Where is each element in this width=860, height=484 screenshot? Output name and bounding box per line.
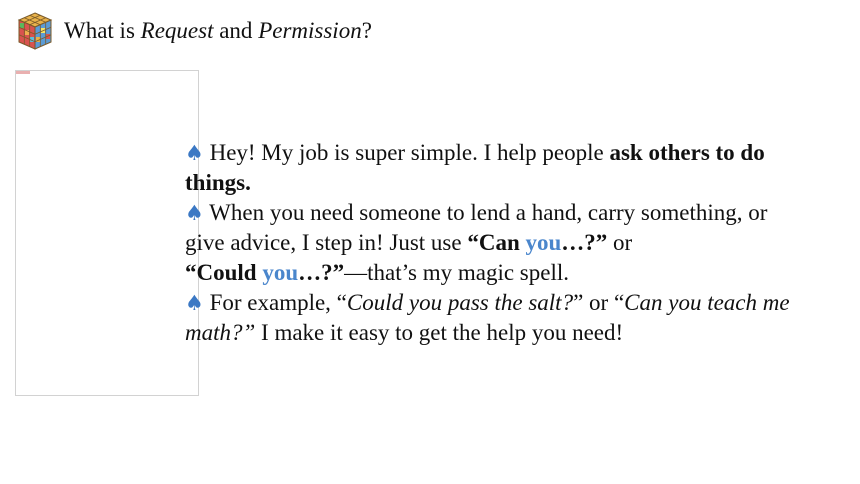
- paragraph-1: [185, 138, 805, 198]
- image-placeholder: [15, 70, 199, 396]
- phrase-could-you-close: …?”: [298, 260, 345, 285]
- phrase-can-you-you: you: [525, 230, 562, 255]
- title-prefix: What is: [64, 18, 141, 43]
- phrase-can-you-open: “Can: [467, 230, 526, 255]
- phrase-could-you: [185, 260, 344, 285]
- title-suffix: ?: [361, 18, 372, 43]
- phrase-can-you: [467, 230, 607, 255]
- title-row: [14, 8, 372, 54]
- title-word-permission: Permission: [258, 18, 362, 43]
- title-word-request: Request: [140, 18, 214, 43]
- body-text: [185, 138, 805, 348]
- image-placeholder-corner: [16, 71, 30, 74]
- page-title: [64, 8, 372, 54]
- paragraph-1-text: Hey! My job is super simple. I help people: [203, 140, 610, 165]
- spade-icon: ♠: [185, 201, 204, 225]
- example-teach-me-math: Can you teach me math?”: [185, 290, 790, 345]
- example-pass-the-salt: Could you pass the salt?: [346, 290, 574, 315]
- spade-icon: ♠: [185, 141, 204, 165]
- rubiks-cube-icon: [14, 10, 56, 52]
- paragraph-1-bold: ask others to do things.: [185, 140, 765, 195]
- phrase-could-you-open: “Could: [185, 260, 263, 285]
- spade-icon: ♠: [185, 291, 204, 315]
- paragraph-3-mid: ” or “: [573, 290, 625, 315]
- title-middle: and: [213, 18, 259, 43]
- phrase-could-you-you: you: [262, 260, 299, 285]
- paragraph-3: [185, 288, 805, 348]
- paragraph-2-or: or: [607, 230, 633, 255]
- paragraph-3-tail: I make it easy to get the help you need!: [255, 320, 624, 345]
- paragraph-2-tail: —that’s my magic spell.: [344, 260, 569, 285]
- paragraph-2: [185, 198, 805, 288]
- paragraph-3-text: For example, “: [203, 290, 347, 315]
- paragraph-2-text: When you need someone to lend a hand, carry something, or give advice, I step in! Just use: [185, 200, 768, 255]
- phrase-can-you-close: …?”: [561, 230, 608, 255]
